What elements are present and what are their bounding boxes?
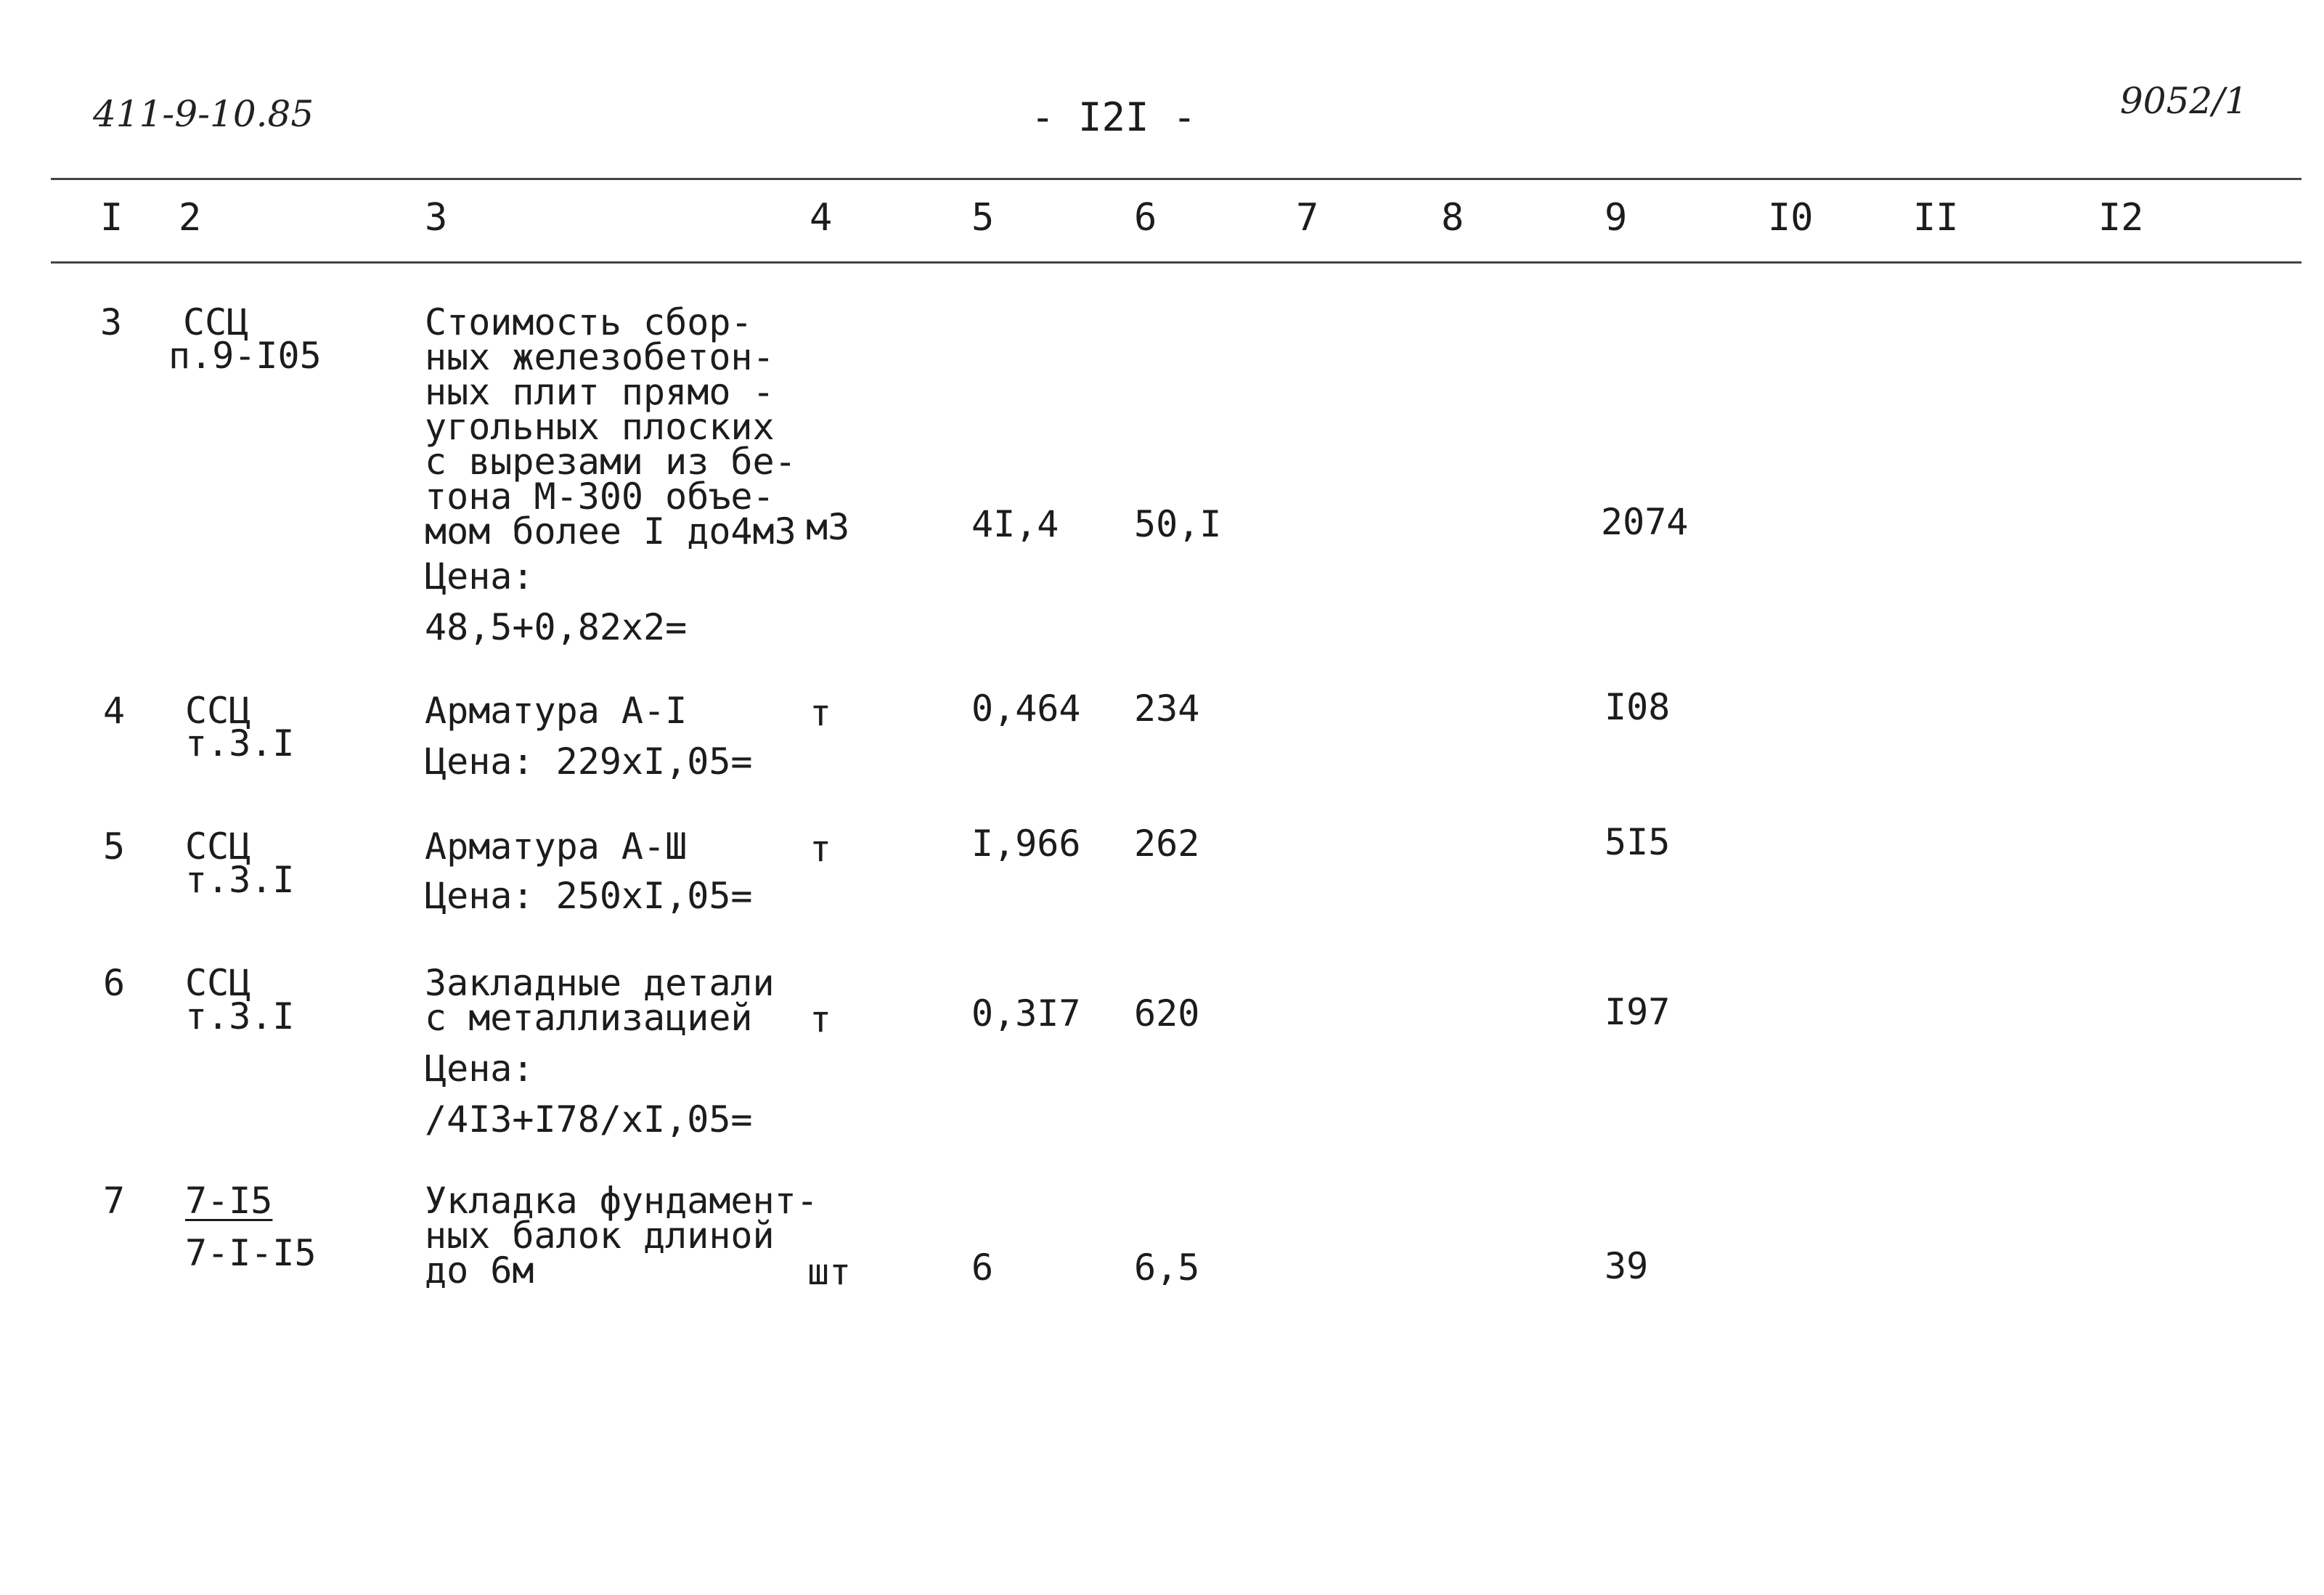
source-code-ref: т.3.I [185, 859, 295, 901]
work-description: Закладные детали с металлизацией [425, 962, 775, 1039]
price-label: Цена: [425, 1048, 534, 1090]
unit: т [810, 998, 832, 1040]
norm-code-ref: 7-I-I5 [185, 1232, 317, 1274]
sheet-mark: 9052/1 [2120, 80, 2248, 122]
total-cost: I97 [1605, 991, 1671, 1033]
document-code: 411-9-10.85 [93, 93, 314, 135]
price-formula: /4I3+I78/хI,05= [425, 1098, 753, 1141]
quantity: 0,464 [971, 688, 1081, 730]
row-number: 4 [103, 690, 126, 732]
source-code-ref: т.3.I [185, 995, 295, 1037]
source-code: ССЦ [185, 690, 251, 732]
total-cost: I08 [1605, 686, 1671, 728]
price-formula: 48,5+0,82х2= [425, 606, 688, 648]
price-line: Цена: 229хI,05= [425, 741, 753, 783]
unit-price: 620 [1134, 992, 1200, 1035]
row-number: 6 [103, 962, 126, 1004]
source-code: ССЦ [185, 962, 251, 1004]
col-header-2: 2 [179, 196, 202, 240]
work-description: Арматура А-Ш [425, 825, 688, 868]
unit-price: 50,I [1134, 503, 1222, 545]
col-header-8: 8 [1441, 196, 1464, 240]
page-number: - I2I - [1031, 94, 1196, 140]
source-code-ref: т.3.I [185, 722, 295, 764]
header-top-rule [51, 178, 2301, 180]
col-header-3: 3 [425, 196, 448, 240]
unit: шт [807, 1251, 852, 1293]
source-code: ССЦ [185, 825, 251, 868]
col-header-4: 4 [810, 196, 833, 240]
unit-price: 262 [1134, 823, 1200, 865]
col-header-10: I0 [1768, 196, 1814, 240]
unit: т [810, 828, 832, 870]
col-header-12: I2 [2098, 196, 2144, 240]
source-code: ССЦ [183, 301, 249, 343]
col-header-6: 6 [1134, 196, 1157, 240]
work-description: Укладка фундамент- ных балок длиной до 6м [425, 1180, 818, 1292]
price-label: Цена: [425, 555, 534, 597]
quantity: 4I,4 [971, 503, 1059, 545]
norm-code: 7-I5 [185, 1180, 273, 1222]
quantity: 6 [971, 1247, 994, 1289]
source-code-ref: п.9-I05 [168, 335, 322, 377]
row-number: 5 [103, 825, 126, 868]
unit: м3 [806, 506, 850, 548]
unit: т [810, 692, 832, 734]
row-number: 3 [100, 301, 123, 343]
work-description: Арматура А-I [425, 690, 688, 732]
work-description: Стоимость сбор- ных железобетон- ных плит прямо - угольных плоских с вырезами из бе- тона М-300 объе- мом более I до4м3 [425, 301, 796, 552]
unit-price: 6,5 [1134, 1247, 1200, 1289]
total-cost: 5I5 [1605, 821, 1671, 863]
row-number: 7 [103, 1180, 126, 1222]
quantity: I,966 [971, 823, 1081, 865]
col-header-7: 7 [1296, 196, 1319, 240]
header-bottom-rule [51, 261, 2301, 264]
col-header-5: 5 [971, 196, 995, 240]
total-cost: 2074 [1601, 501, 1689, 543]
col-header-11: II [1913, 196, 1959, 240]
col-header-1: I [100, 196, 123, 240]
unit-price: 234 [1134, 688, 1200, 730]
total-cost: 39 [1605, 1245, 1649, 1287]
quantity: 0,3I7 [971, 992, 1081, 1035]
col-header-9: 9 [1605, 196, 1628, 240]
price-line: Цена: 250хI,05= [425, 875, 753, 917]
